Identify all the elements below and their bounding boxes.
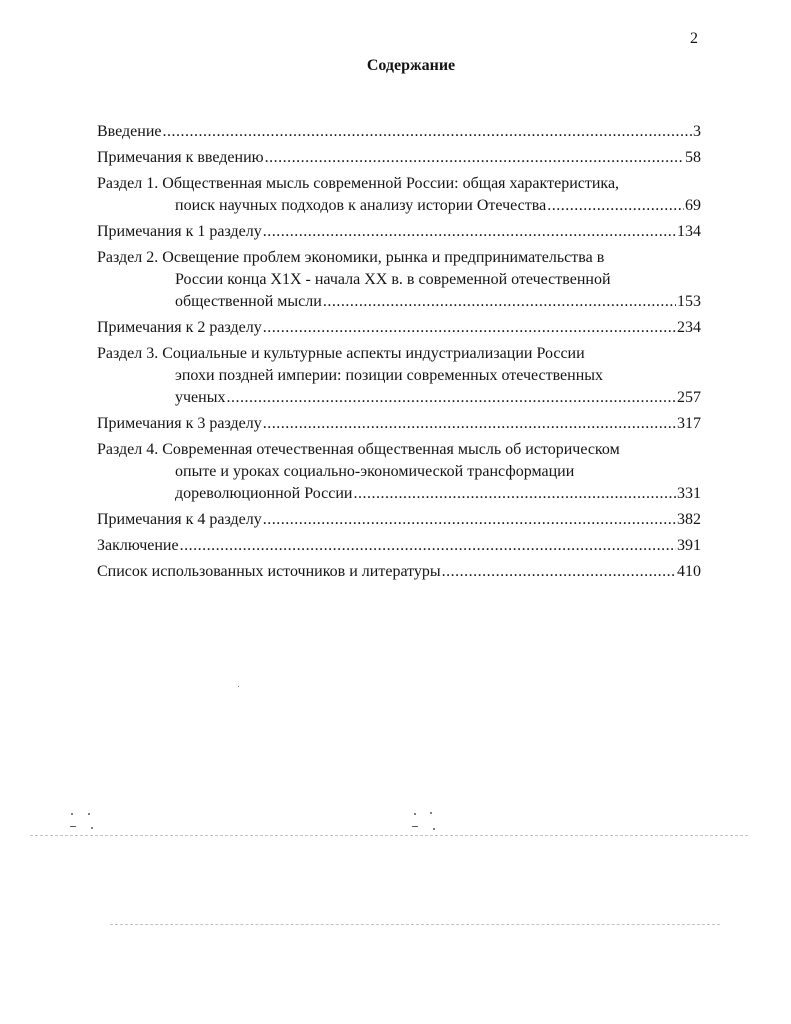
toc-entry-leader-row xyxy=(97,147,701,169)
toc-entry-title: Примечания к 3 разделу xyxy=(97,415,262,432)
toc-page-number: 331 xyxy=(677,485,701,502)
toc-entry-leader-row xyxy=(97,317,701,339)
toc-entry xyxy=(97,221,701,243)
toc-entry xyxy=(97,317,701,339)
toc-entry-title: Примечания к 4 разделу xyxy=(97,511,262,528)
toc-entry-line: Раздел 2. Освещение проблем экономики, рынка и предпринимательства в xyxy=(97,249,605,266)
toc-entry xyxy=(97,147,701,169)
scan-speck xyxy=(238,686,239,687)
toc-entry-line: Раздел 3. Социальные и культурные аспекты индустриализации России xyxy=(97,345,585,362)
toc-entry-title: дореволюционной России xyxy=(175,485,353,502)
toc-entry xyxy=(97,173,701,217)
toc-entry-leader-row xyxy=(97,221,701,243)
toc-entry-line: Раздел 4. Современная отечественная общественная мысль об историческом xyxy=(97,441,620,458)
scan-artifact-line xyxy=(30,835,748,836)
toc-entry xyxy=(97,561,701,583)
table-of-contents xyxy=(97,121,701,587)
scan-speck xyxy=(71,813,73,815)
toc-entry-leader-row xyxy=(97,413,701,435)
toc-dot-leader xyxy=(442,561,676,583)
toc-entry-leader-row xyxy=(97,387,701,409)
toc-entry-leader-row xyxy=(97,561,701,583)
toc-entry xyxy=(97,343,701,409)
toc-dot-leader xyxy=(163,121,693,143)
toc-entry-title: Примечания к 1 разделу xyxy=(97,223,262,240)
toc-page-number: 58 xyxy=(685,149,701,166)
toc-entry-leader-row xyxy=(97,195,701,217)
page-title: Содержание xyxy=(366,57,456,74)
toc-entry-line: России конца Х1Х - начала ХХ в. в современной отечественной xyxy=(175,271,611,288)
toc-page-number: 69 xyxy=(685,197,701,214)
toc-page-number: 382 xyxy=(677,511,701,528)
toc-entry xyxy=(97,413,701,435)
toc-entry-title: Примечания к 2 разделу xyxy=(97,319,262,336)
toc-entry-leader-row xyxy=(97,291,701,313)
scan-speck xyxy=(414,813,416,815)
toc-entry-title: общественной мысли xyxy=(175,293,322,310)
toc-page-number: 410 xyxy=(677,563,701,580)
toc-entry-title: поиск научных подходов к анализу истории Отечества xyxy=(175,197,547,214)
scan-speck xyxy=(433,828,435,830)
toc-entry xyxy=(97,535,701,557)
scan-speck xyxy=(91,827,93,829)
toc-entry-title: Примечания к введению xyxy=(97,149,264,166)
toc-dot-leader xyxy=(547,195,684,217)
toc-page-number: 134 xyxy=(677,223,701,240)
toc-entry xyxy=(97,121,701,143)
scan-artifact-line xyxy=(110,924,720,925)
toc-entry-line: эпохи поздней империи: позиции современных отечественных xyxy=(175,367,604,384)
toc-entry xyxy=(97,247,701,313)
toc-entry-line: Раздел 1. Общественная мысль современной России: общая характеристика, xyxy=(97,175,620,192)
scan-speck xyxy=(430,812,432,814)
toc-entry-leader-row xyxy=(97,509,701,531)
scan-speck xyxy=(70,826,76,827)
toc-dot-leader xyxy=(180,535,676,557)
toc-entry-leader-row xyxy=(97,121,701,143)
toc-dot-leader xyxy=(353,483,676,505)
scan-speck xyxy=(88,813,90,815)
toc-dot-leader xyxy=(263,317,676,339)
toc-dot-leader xyxy=(263,509,676,531)
toc-dot-leader xyxy=(263,221,676,243)
toc-entry-title: Введение xyxy=(97,123,162,140)
toc-page-number: 317 xyxy=(677,415,701,432)
toc-entry-title: Заключение xyxy=(97,537,179,554)
scan-speck xyxy=(412,826,418,827)
toc-entry-title: Список использованных источников и литературы xyxy=(97,563,441,580)
toc-dot-leader xyxy=(263,413,676,435)
toc-dot-leader xyxy=(226,387,676,409)
toc-dot-leader xyxy=(323,291,676,313)
toc-entry-leader-row xyxy=(97,535,701,557)
toc-entry-line: опыте и уроках социально-экономической трансформации xyxy=(175,463,575,480)
toc-entry xyxy=(97,439,701,505)
toc-page-number: 391 xyxy=(677,537,701,554)
toc-page-number: 3 xyxy=(693,123,701,140)
toc-page-number: 153 xyxy=(677,293,701,310)
toc-entry-title: ученых xyxy=(175,389,226,406)
page-number: 2 xyxy=(690,30,698,47)
toc-dot-leader xyxy=(265,147,684,169)
toc-entry xyxy=(97,509,701,531)
toc-page-number: 234 xyxy=(677,319,701,336)
toc-entry-leader-row xyxy=(97,483,701,505)
toc-page-number: 257 xyxy=(677,389,701,406)
